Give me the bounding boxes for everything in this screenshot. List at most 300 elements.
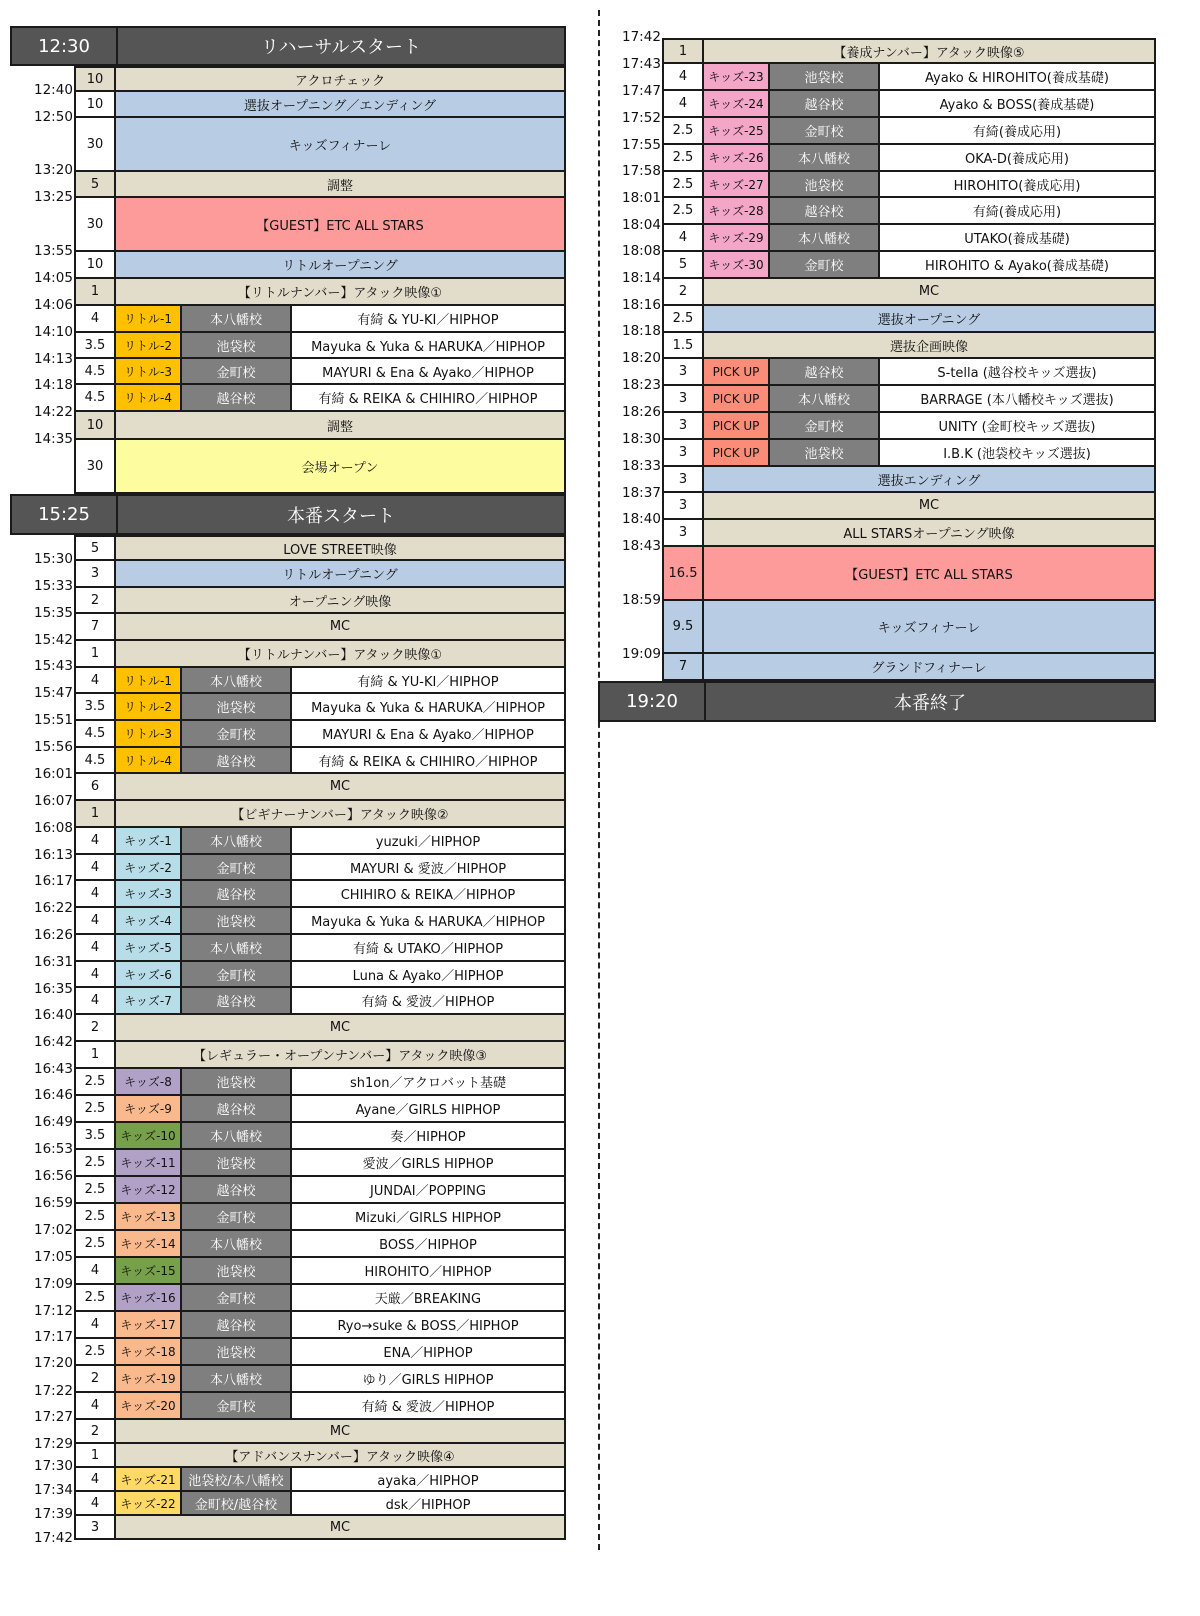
performer-cell: 有綺(養成応用) xyxy=(878,118,1154,143)
time-label: 15:33 xyxy=(34,578,73,594)
duration-cell: 1.5 xyxy=(664,333,702,357)
program-row xyxy=(74,198,566,252)
performer-cell: HIROHITO(養成応用) xyxy=(878,172,1154,196)
performance-row xyxy=(74,1231,566,1258)
school-cell: 金町校 xyxy=(768,118,878,143)
duration-cell: 4 xyxy=(76,988,114,1013)
entry-code-badge: キッズ-3 xyxy=(114,881,180,906)
performer-cell: BARRAGE (本八幡校キッズ選抜) xyxy=(878,386,1154,411)
school-cell: 本八幡校 xyxy=(768,145,878,170)
program-cell: オープニング映像 xyxy=(114,588,564,612)
school-cell: 池袋校/本八幡校 xyxy=(180,1468,290,1490)
school-cell: 金町校 xyxy=(180,1393,290,1418)
duration-cell: 3 xyxy=(664,467,702,491)
program-cell: 【リトルナンバー】アタック映像① xyxy=(114,279,564,304)
program-cell: キッズフィナーレ xyxy=(702,601,1154,652)
duration-cell: 2.5 xyxy=(76,1231,114,1256)
program-row xyxy=(74,1444,566,1468)
program-cell: アクロチェック xyxy=(114,68,564,90)
header-title: 本番終了 xyxy=(704,683,1154,720)
time-label: 17:47 xyxy=(622,83,661,99)
performance-row xyxy=(662,145,1156,172)
entry-code-badge: キッズ-10 xyxy=(114,1123,180,1148)
performer-cell: 奏／HIPHOP xyxy=(290,1123,564,1148)
time-label: 18:14 xyxy=(622,270,661,286)
entry-code-badge: PICK UP xyxy=(702,413,768,438)
performance-row xyxy=(662,64,1156,91)
time-label: 19:09 xyxy=(622,646,661,662)
performer-cell: Mayuka & Yuka & HARUKA／HIPHOP xyxy=(290,908,564,933)
program-row xyxy=(662,520,1156,547)
time-label: 16:43 xyxy=(34,1061,73,1077)
performance-row xyxy=(74,668,566,694)
performer-cell: Mayuka & Yuka & HARUKA／HIPHOP xyxy=(290,694,564,719)
duration-cell: 5 xyxy=(76,172,114,196)
program-row xyxy=(662,654,1156,681)
entry-code-badge: キッズ-4 xyxy=(114,908,180,933)
school-cell: 金町校 xyxy=(180,855,290,879)
performance-row xyxy=(74,1204,566,1231)
time-label: 17:43 xyxy=(622,56,661,72)
duration-cell: 4 xyxy=(76,855,114,879)
entry-code-badge: キッズ-15 xyxy=(114,1258,180,1283)
program-row xyxy=(662,467,1156,493)
performer-cell: I.B.K (池袋校キッズ選抜) xyxy=(878,440,1154,465)
entry-code-badge: キッズ-8 xyxy=(114,1069,180,1094)
performance-row xyxy=(74,908,566,935)
duration-cell: 4 xyxy=(76,1312,114,1337)
time-label: 16:49 xyxy=(34,1114,73,1130)
program-cell: 【レギュラー・オープンナンバー】アタック映像③ xyxy=(114,1042,564,1067)
duration-cell: 3 xyxy=(664,359,702,384)
school-cell: 池袋校 xyxy=(180,1258,290,1283)
program-row xyxy=(74,641,566,668)
performer-cell: 有綺 & YU-KI／HIPHOP xyxy=(290,668,564,692)
program-cell: 選抜企画映像 xyxy=(702,333,1154,357)
duration-cell: 4 xyxy=(664,91,702,116)
school-cell: 本八幡校 xyxy=(180,1123,290,1148)
entry-code-badge: リトル-3 xyxy=(114,721,180,746)
school-cell: 越谷校 xyxy=(768,91,878,116)
duration-cell: 1 xyxy=(664,40,702,62)
school-cell: 池袋校 xyxy=(180,333,290,357)
duration-cell: 4 xyxy=(76,908,114,933)
performer-cell: HIROHITO／HIPHOP xyxy=(290,1258,564,1283)
performance-row xyxy=(74,855,566,881)
entry-code-badge: キッズ-7 xyxy=(114,988,180,1013)
school-cell: 越谷校 xyxy=(180,881,290,906)
school-cell: 越谷校 xyxy=(180,988,290,1013)
time-label: 18:04 xyxy=(622,217,661,233)
performer-cell: sh1on／アクロバット基礎 xyxy=(290,1069,564,1094)
program-cell: 【GUEST】ETC ALL STARS xyxy=(114,198,564,250)
school-cell: 金町校 xyxy=(180,359,290,383)
duration-cell: 5 xyxy=(76,537,114,559)
time-label: 16:35 xyxy=(34,981,73,997)
duration-cell: 1 xyxy=(76,641,114,666)
duration-cell: 7 xyxy=(76,614,114,639)
time-label: 16:13 xyxy=(34,847,73,863)
program-row xyxy=(74,172,566,198)
duration-cell: 2.5 xyxy=(76,1069,114,1094)
column-divider xyxy=(598,10,600,1550)
entry-code-badge: キッズ-14 xyxy=(114,1231,180,1256)
time-label: 16:26 xyxy=(34,927,73,943)
program-row xyxy=(74,1516,566,1540)
duration-cell: 2.5 xyxy=(664,118,702,143)
school-cell: 池袋校 xyxy=(768,64,878,89)
performance-row xyxy=(662,386,1156,413)
entry-code-badge: キッズ-16 xyxy=(114,1285,180,1310)
duration-cell: 2 xyxy=(76,1015,114,1040)
school-cell: 本八幡校 xyxy=(180,828,290,853)
duration-cell: 10 xyxy=(76,68,114,90)
duration-cell: 4 xyxy=(664,64,702,89)
entry-code-badge: キッズ-11 xyxy=(114,1150,180,1175)
school-cell: 本八幡校 xyxy=(180,668,290,692)
duration-cell: 2 xyxy=(76,588,114,612)
school-cell: 池袋校 xyxy=(180,1150,290,1175)
duration-cell: 7 xyxy=(664,654,702,679)
program-cell: 【養成ナンバー】アタック映像⑤ xyxy=(702,40,1154,62)
performance-row xyxy=(662,172,1156,198)
performance-row xyxy=(662,440,1156,467)
time-label: 16:08 xyxy=(34,820,73,836)
program-row xyxy=(662,306,1156,333)
performer-cell: MAYURI & Ena & Ayako／HIPHOP xyxy=(290,721,564,746)
time-label: 18:30 xyxy=(622,431,661,447)
time-label: 13:55 xyxy=(34,243,73,259)
time-label: 16:31 xyxy=(34,954,73,970)
entry-code-badge: リトル-2 xyxy=(114,333,180,357)
time-label: 15:42 xyxy=(34,632,73,648)
performer-cell: 有綺 & UTAKO／HIPHOP xyxy=(290,935,564,960)
program-cell: 調整 xyxy=(114,172,564,196)
entry-code-badge: キッズ-23 xyxy=(702,64,768,89)
performer-cell: 天厳／BREAKING xyxy=(290,1285,564,1310)
time-label: 16:42 xyxy=(34,1034,73,1050)
time-label: 15:51 xyxy=(34,712,73,728)
program-cell: キッズフィナーレ xyxy=(114,118,564,170)
time-label: 17:30 xyxy=(34,1458,73,1474)
performer-cell: Ayako & HIROHITO(養成基礎) xyxy=(878,64,1154,89)
school-cell: 池袋校 xyxy=(180,694,290,719)
school-cell: 本八幡校 xyxy=(768,225,878,250)
program-cell: 選抜オープニング xyxy=(702,306,1154,331)
time-label: 17:20 xyxy=(34,1355,73,1371)
program-row xyxy=(74,561,566,588)
entry-code-badge: リトル-4 xyxy=(114,748,180,772)
entry-code-badge: キッズ-20 xyxy=(114,1393,180,1418)
duration-cell: 1 xyxy=(76,1444,114,1466)
duration-cell: 4 xyxy=(76,962,114,986)
duration-cell: 3 xyxy=(664,440,702,465)
entry-code-badge: キッズ-26 xyxy=(702,145,768,170)
duration-cell: 3 xyxy=(76,561,114,586)
duration-cell: 3.5 xyxy=(76,694,114,719)
performance-row xyxy=(74,385,566,412)
time-label: 18:08 xyxy=(622,243,661,259)
entry-code-badge: キッズ-25 xyxy=(702,118,768,143)
header-title: リハーサルスタート xyxy=(116,28,564,64)
entry-code-badge: キッズ-6 xyxy=(114,962,180,986)
school-cell: 池袋校 xyxy=(180,1339,290,1364)
program-cell: 【GUEST】ETC ALL STARS xyxy=(702,547,1154,599)
duration-cell: 3.5 xyxy=(76,333,114,357)
duration-cell: 2.5 xyxy=(664,145,702,170)
entry-code-badge: キッズ-22 xyxy=(114,1492,180,1514)
program-row xyxy=(74,535,566,561)
school-cell: 越谷校 xyxy=(180,1312,290,1337)
duration-cell: 2.5 xyxy=(664,306,702,331)
show-start-header xyxy=(10,494,566,535)
time-label: 15:56 xyxy=(34,739,73,755)
duration-cell: 2 xyxy=(664,279,702,304)
time-label: 15:35 xyxy=(34,605,73,621)
time-label: 18:33 xyxy=(622,458,661,474)
performer-cell: ゆり／GIRLS HIPHOP xyxy=(290,1366,564,1391)
entry-code-badge: リトル-2 xyxy=(114,694,180,719)
performance-row xyxy=(74,1177,566,1204)
performer-cell: UTAKO(養成基礎) xyxy=(878,225,1154,250)
performance-row xyxy=(74,1150,566,1177)
performer-cell: Mayuka & Yuka & HARUKA／HIPHOP xyxy=(290,333,564,357)
time-label: 18:26 xyxy=(622,404,661,420)
time-label: 18:37 xyxy=(622,485,661,501)
time-label: 13:20 xyxy=(34,162,73,178)
rehearsal-start-header xyxy=(10,26,566,66)
school-cell: 本八幡校 xyxy=(180,935,290,960)
program-cell: 会場オープン xyxy=(114,440,564,492)
performer-cell: JUNDAI／POPPING xyxy=(290,1177,564,1202)
duration-cell: 2.5 xyxy=(76,1096,114,1121)
entry-code-badge: キッズ-27 xyxy=(702,172,768,196)
header-title: 本番スタート xyxy=(116,496,564,533)
time-label: 12:50 xyxy=(34,109,73,125)
school-cell: 越谷校 xyxy=(180,1096,290,1121)
performer-cell: Ayako & BOSS(養成基礎) xyxy=(878,91,1154,116)
duration-cell: 4.5 xyxy=(76,721,114,746)
performance-row xyxy=(74,721,566,748)
time-label: 17:29 xyxy=(34,1436,73,1452)
time-label: 16:01 xyxy=(34,766,73,782)
time-label: 15:43 xyxy=(34,658,73,674)
duration-cell: 1 xyxy=(76,1042,114,1067)
duration-cell: 4 xyxy=(76,668,114,692)
entry-code-badge: リトル-4 xyxy=(114,385,180,410)
entry-code-badge: キッズ-1 xyxy=(114,828,180,853)
time-label: 18:40 xyxy=(622,511,661,527)
school-cell: 金町校/越谷校 xyxy=(180,1492,290,1514)
performer-cell: 有綺 & 愛波／HIPHOP xyxy=(290,988,564,1013)
header-time: 12:30 xyxy=(38,35,90,57)
entry-code-badge: PICK UP xyxy=(702,386,768,411)
program-row xyxy=(74,412,566,440)
school-cell: 池袋校 xyxy=(180,1069,290,1094)
time-label: 18:01 xyxy=(622,190,661,206)
duration-cell: 30 xyxy=(76,440,114,492)
duration-cell: 2.5 xyxy=(664,172,702,196)
performer-cell: 愛波／GIRLS HIPHOP xyxy=(290,1150,564,1175)
performer-cell: 有綺(養成応用) xyxy=(878,198,1154,223)
school-cell: 本八幡校 xyxy=(180,306,290,331)
duration-cell: 16.5 xyxy=(664,547,702,599)
time-label: 16:46 xyxy=(34,1087,73,1103)
time-label: 14:22 xyxy=(34,404,73,420)
entry-code-badge: キッズ-17 xyxy=(114,1312,180,1337)
performer-cell: 有綺 & REIKA & CHIHIRO／HIPHOP xyxy=(290,748,564,772)
performance-row xyxy=(74,1339,566,1366)
duration-cell: 2.5 xyxy=(76,1285,114,1310)
duration-cell: 4 xyxy=(76,1393,114,1418)
time-label: 17:42 xyxy=(34,1530,73,1546)
program-cell: MC xyxy=(114,1015,564,1040)
program-cell: 選抜エンディング xyxy=(702,467,1154,491)
time-label: 17:58 xyxy=(622,163,661,179)
entry-code-badge: リトル-3 xyxy=(114,359,180,383)
duration-cell: 4 xyxy=(76,1258,114,1283)
duration-cell: 3 xyxy=(76,1516,114,1538)
school-cell: 金町校 xyxy=(180,1285,290,1310)
performance-row xyxy=(74,1492,566,1516)
time-label: 17:55 xyxy=(622,137,661,153)
program-row xyxy=(74,1042,566,1069)
entry-code-badge: キッズ-21 xyxy=(114,1468,180,1490)
performance-row xyxy=(74,748,566,774)
time-label: 16:22 xyxy=(34,900,73,916)
time-label: 18:18 xyxy=(622,323,661,339)
duration-cell: 4.5 xyxy=(76,748,114,772)
time-label: 17:09 xyxy=(34,1276,73,1292)
time-label: 16:07 xyxy=(34,793,73,809)
performer-cell: Ayane／GIRLS HIPHOP xyxy=(290,1096,564,1121)
time-label: 15:30 xyxy=(34,551,73,567)
program-cell: 【ビギナーナンバー】アタック映像② xyxy=(114,801,564,826)
time-label: 14:05 xyxy=(34,270,73,286)
program-cell: ALL STARSオープニング映像 xyxy=(702,520,1154,545)
performer-cell: UNITY (金町校キッズ選抜) xyxy=(878,413,1154,438)
performance-row xyxy=(74,1096,566,1123)
duration-cell: 10 xyxy=(76,252,114,277)
school-cell: 越谷校 xyxy=(180,385,290,410)
performer-cell: dsk／HIPHOP xyxy=(290,1492,564,1514)
show-end-header xyxy=(598,681,1156,722)
performer-cell: OKA-D(養成応用) xyxy=(878,145,1154,170)
entry-code-badge: キッズ-9 xyxy=(114,1096,180,1121)
duration-cell: 4 xyxy=(76,1492,114,1514)
performance-row xyxy=(74,1468,566,1492)
duration-cell: 2.5 xyxy=(76,1339,114,1364)
time-label: 17:12 xyxy=(34,1303,73,1319)
entry-code-badge: リトル-1 xyxy=(114,306,180,331)
time-label: 17:05 xyxy=(34,1249,73,1265)
duration-cell: 4 xyxy=(76,935,114,960)
program-cell: LOVE STREET映像 xyxy=(114,537,564,559)
program-row xyxy=(662,333,1156,359)
program-row xyxy=(74,1420,566,1444)
school-cell: 金町校 xyxy=(180,962,290,986)
duration-cell: 4 xyxy=(76,306,114,331)
header-time: 19:20 xyxy=(626,691,678,712)
school-cell: 池袋校 xyxy=(768,440,878,465)
program-row xyxy=(74,1015,566,1042)
duration-cell: 9.5 xyxy=(664,601,702,652)
time-label: 14:06 xyxy=(34,297,73,313)
duration-cell: 4 xyxy=(664,225,702,250)
time-label: 17:42 xyxy=(622,29,661,45)
performance-row xyxy=(662,359,1156,386)
time-label: 16:40 xyxy=(34,1007,73,1023)
school-cell: 越谷校 xyxy=(768,359,878,384)
entry-code-badge: PICK UP xyxy=(702,359,768,384)
time-label: 17:27 xyxy=(34,1409,73,1425)
performance-row xyxy=(662,198,1156,225)
school-cell: 池袋校 xyxy=(180,908,290,933)
duration-cell: 30 xyxy=(76,118,114,170)
time-label: 17:34 xyxy=(34,1482,73,1498)
duration-cell: 2.5 xyxy=(664,198,702,223)
entry-code-badge: キッズ-29 xyxy=(702,225,768,250)
performance-row xyxy=(662,118,1156,145)
school-cell: 越谷校 xyxy=(180,1177,290,1202)
time-label: 18:43 xyxy=(622,538,661,554)
school-cell: 金町校 xyxy=(768,413,878,438)
performance-row xyxy=(74,935,566,962)
school-cell: 金町校 xyxy=(180,1204,290,1229)
time-label: 18:20 xyxy=(622,350,661,366)
performance-row xyxy=(74,1069,566,1096)
program-cell: MC xyxy=(114,1420,564,1442)
performer-cell: ayaka／HIPHOP xyxy=(290,1468,564,1490)
time-label: 16:56 xyxy=(34,1168,73,1184)
program-row xyxy=(662,279,1156,306)
duration-cell: 4.5 xyxy=(76,359,114,383)
time-label: 18:59 xyxy=(622,592,661,608)
school-cell: 池袋校 xyxy=(768,172,878,196)
entry-code-badge: キッズ-5 xyxy=(114,935,180,960)
duration-cell: 2 xyxy=(76,1420,114,1442)
school-cell: 越谷校 xyxy=(180,748,290,772)
school-cell: 金町校 xyxy=(180,721,290,746)
time-label: 17:02 xyxy=(34,1222,73,1238)
duration-cell: 4.5 xyxy=(76,385,114,410)
entry-code-badge: キッズ-19 xyxy=(114,1366,180,1391)
program-cell: リトルオープニング xyxy=(114,252,564,277)
school-cell: 金町校 xyxy=(768,252,878,277)
entry-code-badge: PICK UP xyxy=(702,440,768,465)
time-label: 17:52 xyxy=(622,110,661,126)
program-row xyxy=(662,38,1156,64)
program-cell: 選抜オープニング／エンディング xyxy=(114,92,564,116)
entry-code-badge: キッズ-30 xyxy=(702,252,768,277)
program-cell: MC xyxy=(702,493,1154,518)
entry-code-badge: キッズ-12 xyxy=(114,1177,180,1202)
entry-code-badge: リトル-1 xyxy=(114,668,180,692)
duration-cell: 10 xyxy=(76,412,114,438)
duration-cell: 10 xyxy=(76,92,114,116)
program-row xyxy=(74,614,566,641)
time-label: 18:16 xyxy=(622,297,661,313)
performance-row xyxy=(74,1366,566,1393)
program-row xyxy=(662,493,1156,520)
performance-row xyxy=(74,1123,566,1150)
time-label: 12:40 xyxy=(34,82,73,98)
performance-row xyxy=(662,225,1156,252)
performance-row xyxy=(74,306,566,333)
duration-cell: 6 xyxy=(76,774,114,799)
time-label: 13:25 xyxy=(34,189,73,205)
performer-cell: S-tella (越谷校キッズ選抜) xyxy=(878,359,1154,384)
